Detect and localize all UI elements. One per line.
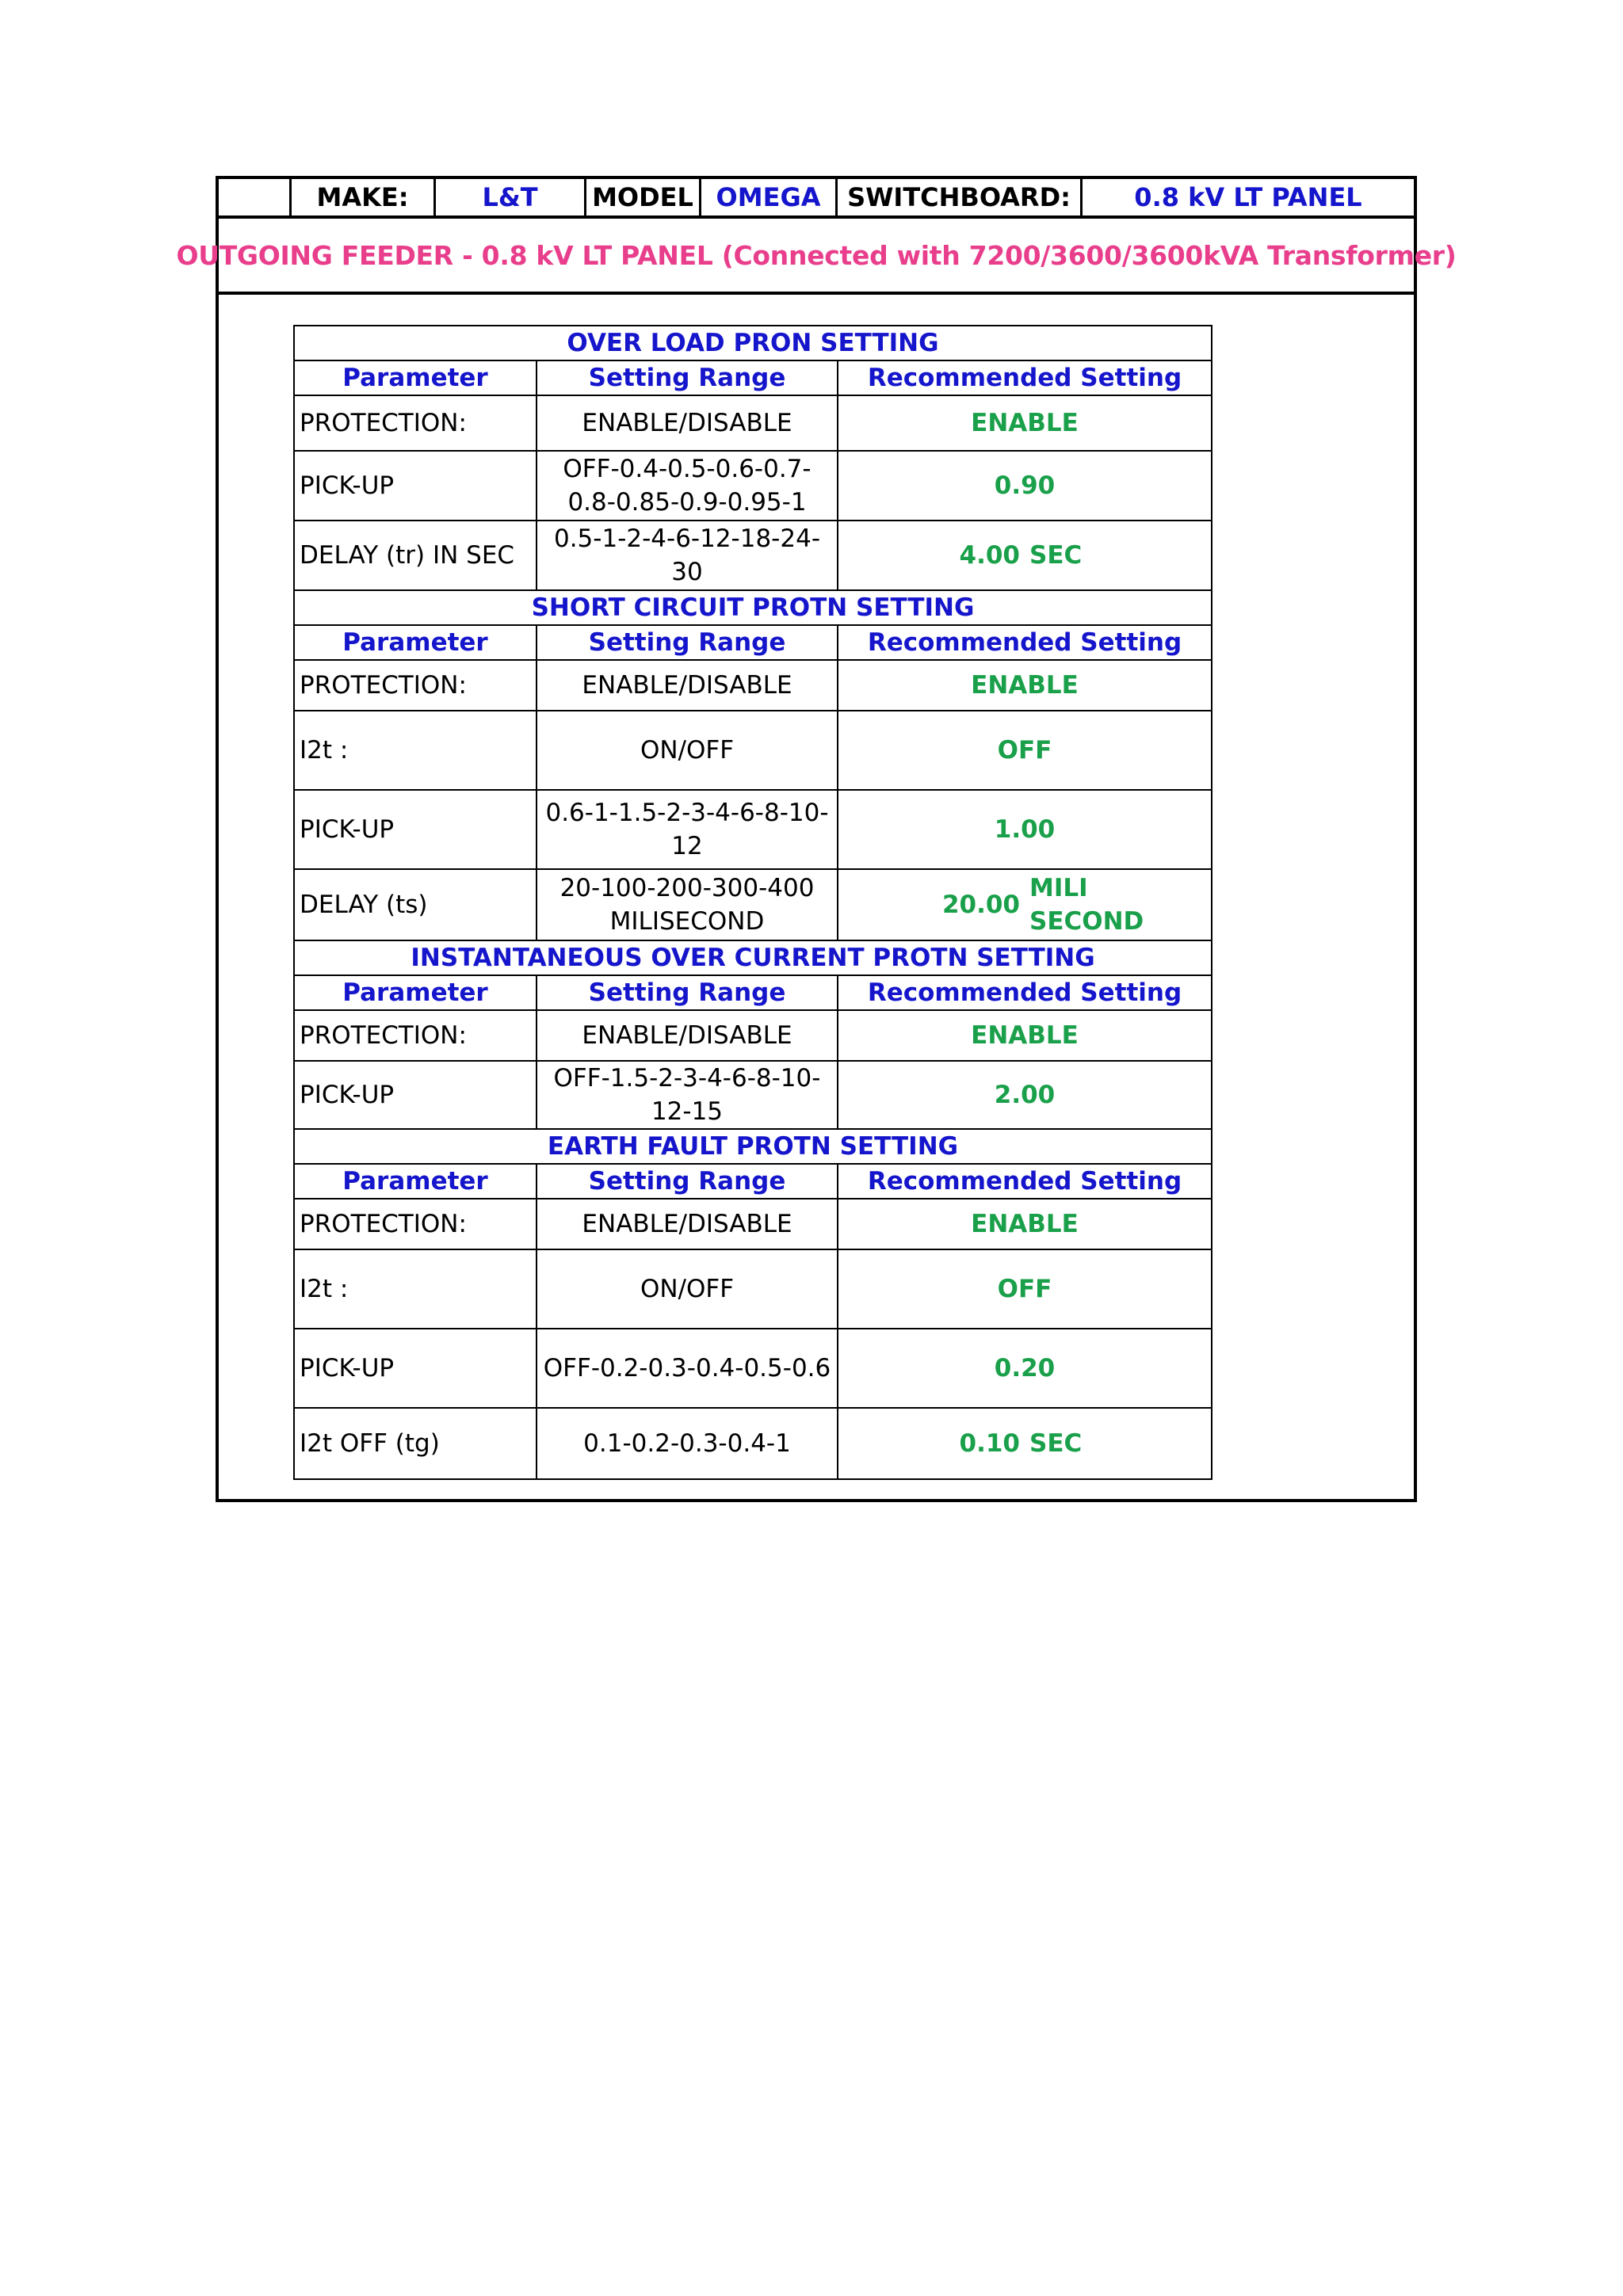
recommended-value: 0.90 [838,451,1212,521]
recommended-value: ENABLE [838,660,1212,711]
feeder-title: OUTGOING FEEDER - 0.8 kV LT PANEL (Connected with 7200/3600/3600kVA Transformer) [219,219,1414,295]
settings-sheet [176,176,1457,1502]
settings-body [294,326,1212,1479]
recommended-cell [838,521,1212,590]
setting-row [294,395,1212,451]
column-header-parameter: Parameter [294,360,537,395]
section-title-row [294,590,1212,625]
recommended-value: 1.00 [838,790,1212,869]
recommended-value: 4.00 [959,541,1020,570]
column-header-parameter: Parameter [294,975,537,1010]
range-cell: 0.6-1-1.5-2-3-4-6-8-10-12 [537,790,838,869]
range-cell: OFF-1.5-2-3-4-6-8-10-12-15 [537,1061,838,1129]
model-value: OMEGA [701,179,838,215]
recommended-value: 20.00 [941,891,1020,919]
section-title-row [294,1129,1212,1164]
column-header-recommended: Recommended Setting [838,1164,1212,1199]
header-row [219,179,1414,219]
setting-row [294,1061,1212,1129]
column-header-range: Setting Range [537,625,838,660]
setting-row [294,790,1212,869]
range-cell: OFF-0.4-0.5-0.6-0.7-0.8-0.85-0.9-0.95-1 [537,451,838,521]
setting-row [294,711,1212,790]
section-title-row [294,940,1212,975]
recommended-value: 0.10 [959,1429,1020,1458]
parameter-cell: I2t OFF (tg) [294,1408,537,1479]
parameter-cell: PROTECTION: [294,660,537,711]
column-header-parameter: Parameter [294,625,537,660]
setting-row [294,1329,1212,1408]
recommended-value: OFF [838,1249,1212,1329]
parameter-cell: PROTECTION: [294,395,537,451]
recommended-value: ENABLE [838,1199,1212,1249]
setting-row [294,1199,1212,1249]
recommended-unit: MILI SECOND [1029,874,1144,936]
switchboard-value: 0.8 kV LT PANEL [1134,182,1362,212]
range-cell: ENABLE/DISABLE [537,1199,838,1249]
recommended-value: OFF [838,711,1212,790]
column-header-row [294,1164,1212,1199]
range-cell: OFF-0.2-0.3-0.4-0.5-0.6 [537,1329,838,1408]
section-title: OVER LOAD PRON SETTING [294,326,1212,360]
parameter-cell: PICK-UP [294,790,537,869]
setting-row [294,521,1212,590]
range-cell: ENABLE/DISABLE [537,1010,838,1061]
make-value: L&T [436,179,586,215]
section-title: EARTH FAULT PROTN SETTING [294,1129,1212,1164]
setting-row [294,660,1212,711]
range-cell: 0.5-1-2-4-6-12-18-24-30 [537,521,838,590]
section-title: SHORT CIRCUIT PROTN SETTING [294,590,1212,625]
parameter-cell: I2t : [294,1249,537,1329]
setting-row [294,1010,1212,1061]
recommended-value: ENABLE [838,1010,1212,1061]
protection-settings-table [293,325,1212,1480]
model-label: MODEL [586,179,701,215]
recommended-value: 0.20 [838,1329,1212,1408]
recommended-cell [838,1408,1212,1479]
range-cell: 20-100-200-300-400 MILISECOND [537,869,838,940]
column-header-recommended: Recommended Setting [838,360,1212,395]
parameter-cell: PICK-UP [294,1329,537,1408]
parameter-cell: DELAY (tr) IN SEC [294,521,537,590]
parameter-cell: PROTECTION: [294,1010,537,1061]
make-label: MAKE: [292,179,436,215]
recommended-cell [838,869,1212,940]
recommended-value: 2.00 [838,1061,1212,1129]
column-header-recommended: Recommended Setting [838,625,1212,660]
parameter-cell: PICK-UP [294,451,537,521]
parameter-cell: PICK-UP [294,1061,537,1129]
column-header-parameter: Parameter [294,1164,537,1199]
column-header-recommended: Recommended Setting [838,975,1212,1010]
setting-row [294,869,1212,940]
recommended-unit: SEC [1029,1429,1083,1458]
column-header-range: Setting Range [537,975,838,1010]
range-cell: ON/OFF [537,1249,838,1329]
parameter-cell: I2t : [294,711,537,790]
range-cell: 0.1-0.2-0.3-0.4-1 [537,1408,838,1479]
column-header-range: Setting Range [537,1164,838,1199]
recommended-unit: SEC [1029,541,1083,570]
recommended-value: ENABLE [838,395,1212,451]
column-header-row [294,360,1212,395]
parameter-cell: DELAY (ts) [294,869,537,940]
column-header-row [294,975,1212,1010]
setting-row [294,1249,1212,1329]
switchboard-label: SWITCHBOARD: [838,179,1083,215]
range-cell: ON/OFF [537,711,838,790]
column-header-range: Setting Range [537,360,838,395]
range-cell: ENABLE/DISABLE [537,660,838,711]
section-title-row [294,326,1212,360]
setting-row [294,451,1212,521]
parameter-cell: PROTECTION: [294,1199,537,1249]
header-blank-cell [219,179,292,215]
setting-row [294,1408,1212,1479]
column-header-row [294,625,1212,660]
range-cell: ENABLE/DISABLE [537,395,838,451]
section-title: INSTANTANEOUS OVER CURRENT PROTN SETTING [294,940,1212,975]
